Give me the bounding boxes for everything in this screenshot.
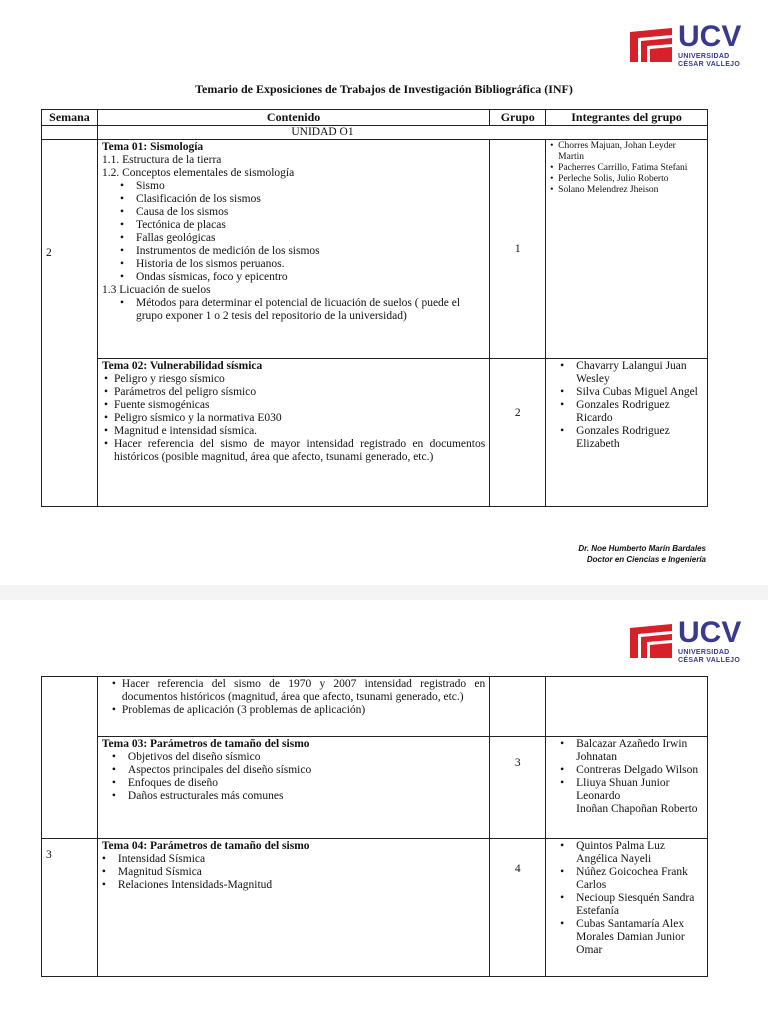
ucv-emblem-icon [628,622,674,660]
subtopic-list [92,853,485,892]
member-list [550,360,703,451]
contenido-cell [97,839,489,977]
subtopic-list [102,751,485,803]
list-item: • Métodos para determinar el potencial de licuación de suelos ( puede el grupo exponer 1 o 2 tesis del repositorio de la universidad) [102,297,485,323]
subtopic-list [102,373,485,464]
tema-title: Tema 02: Vulnerabilidad sísmica [101,360,263,372]
ucv-emblem-icon [628,26,674,64]
logo-brand: UCV [678,20,742,53]
semana-cell: 2 [42,140,98,507]
list-item: • Problemas de aplicación (3 problemas de aplicación) [110,704,485,717]
list-item: • Pacherres Carrillo, Fatima Stefani [550,163,703,174]
list-item: • Aspectos principales del diseño sísmico [102,764,485,777]
ucv-logo [628,22,741,68]
table-row [42,839,708,977]
grupo-cell: 2 [490,359,546,507]
header-contenido: Contenido [97,110,489,126]
member-list [550,840,703,957]
logo-line2: CÉSAR VALLEJO [678,657,741,664]
signature-role: Doctor en Ciencias e Ingeniería [586,555,706,564]
logo-line1: UNIVERSIDAD [678,53,730,60]
list-item: • Lliuya Shuan Junior Leonardo [550,777,703,803]
list-item: • Necioup Siesquén Sandra Estefanía [550,892,703,918]
list-item: • Solano Melendrez Jheison [550,185,703,196]
header-grupo: Grupo [490,110,546,126]
list-item: • Balcazar Azañedo Irwin Johnatan [550,738,703,764]
document-title: Temario de Exposiciones de Trabajos de Investigación Bibliográfica (INF) [195,82,573,96]
grupo-cell: 4 [490,839,546,977]
integrantes-cell [546,839,708,977]
contenido-cell [97,737,489,839]
member-list [550,141,703,196]
list-item: • Relaciones Intensidads-Magnitud [92,879,485,892]
list-item: • Contreras Delgado Wilson [550,764,703,777]
grupo-cell: 3 [490,737,546,839]
list-item: • Causa de los sismos [102,206,485,219]
topic-line: 1.2. Conceptos elementales de sismología [101,167,295,179]
subtopic-list [110,678,485,717]
table-row [42,359,708,507]
contenido-cell [97,359,489,507]
subtopic-list [102,180,485,284]
signature [578,543,706,565]
logo-brand: UCV [678,616,742,649]
grupo-cell: 1 [490,140,546,359]
list-item: • Ondas sísmicas, foco y epicentro [102,271,485,284]
member-list [550,738,703,803]
list-item: • Daños estructurales más comunes [102,790,485,803]
contenido-cell [97,677,489,737]
topic-line: 1.3 Licuación de suelos [101,284,211,296]
unidad-row [42,126,708,140]
list-item: • Hacer referencia del sismo de 1970 y 2007 intensidad registrado en documentos históricos (magnitud, área que afecto, tsunami generado, etc.) [110,678,485,704]
table-row [42,677,708,737]
tema-title: Tema 03: Parámetros de tamaño del sismo [101,738,310,750]
table-row [42,737,708,839]
list-item: • Parámetros del peligro sísmico [102,386,485,399]
list-item: • Chavarry Lalangui Juan Wesley [550,360,703,386]
list-item: • Peligro y riesgo sísmico [102,373,485,386]
logo-line2: CÉSAR VALLEJO [678,61,741,68]
header-semana: Semana [42,110,98,126]
list-item: • Fallas geológicas [102,232,485,245]
list-item: • Intensidad Sísmica [92,853,485,866]
list-item: • Fuente sismogénicas [102,399,485,412]
integrantes-cell [546,737,708,839]
list-item: • Enfoques de diseño [102,777,485,790]
page-2 [0,600,768,1024]
semana-cell: 3 [42,839,98,977]
member-extra: Inoñan Chapoñan Roberto [576,803,698,815]
list-item: • Silva Cubas Miguel Angel [550,386,703,399]
signature-name: Dr. Noe Humberto Marín Bardales [578,544,706,553]
list-item: • Peligro sísmico y la normativa E030 [102,412,485,425]
list-item: • Núñez Goicochea Frank Carlos [550,866,703,892]
table-row [42,140,708,359]
tema-title: Tema 04: Parámetros de tamaño del sismo [101,840,310,852]
list-item: • Magnitud Sísmica [92,866,485,879]
list-item: • Historia de los sismos peruanos. [102,258,485,271]
list-item: • Gonzales Rodriguez Ricardo [550,399,703,425]
integrantes-cell [546,140,708,359]
list-item: • Chorres Majuan, Johan Leyder Martin [550,141,703,163]
list-item: • Instrumentos de medición de los sismos [102,245,485,258]
list-item: • Clasificación de los sismos [102,193,485,206]
list-item: • Gonzales Rodriguez Elizabeth [550,425,703,451]
tema-title: Tema 01: Sismología [101,141,204,153]
list-item: • Magnitud e intensidad sísmica. [102,425,485,438]
list-item: • Cubas Santamaría Alex Morales Damian Junior Omar [550,918,703,957]
list-item: • Tectónica de placas [102,219,485,232]
list-item: • Hacer referencia del sismo de mayor intensidad registrado en documentos históricos (posible magnitud, área que afecto, tsunami generado, etc.) [102,438,485,464]
topics-table [41,109,708,507]
list-item: • Objetivos del diseño sísmico [102,751,485,764]
list-item: • Sismo [102,180,485,193]
contenido-cell [97,140,489,359]
list-item: • Quintos Palma Luz Angélica Nayeli [550,840,703,866]
ucv-logo [628,618,741,664]
subtopic-list [102,297,485,323]
header-integrantes: Integrantes del grupo [546,110,708,126]
list-item: • Perleche Solis, Julio Roberto [550,174,703,185]
unidad-label: UNIDAD O1 [97,126,707,140]
page-separator [0,585,768,600]
topic-line: 1.1. Estructura de la tierra [101,154,222,166]
table-header-row [42,110,708,126]
topics-table-continued [41,676,708,977]
integrantes-cell [546,359,708,507]
logo-line1: UNIVERSIDAD [678,649,730,656]
